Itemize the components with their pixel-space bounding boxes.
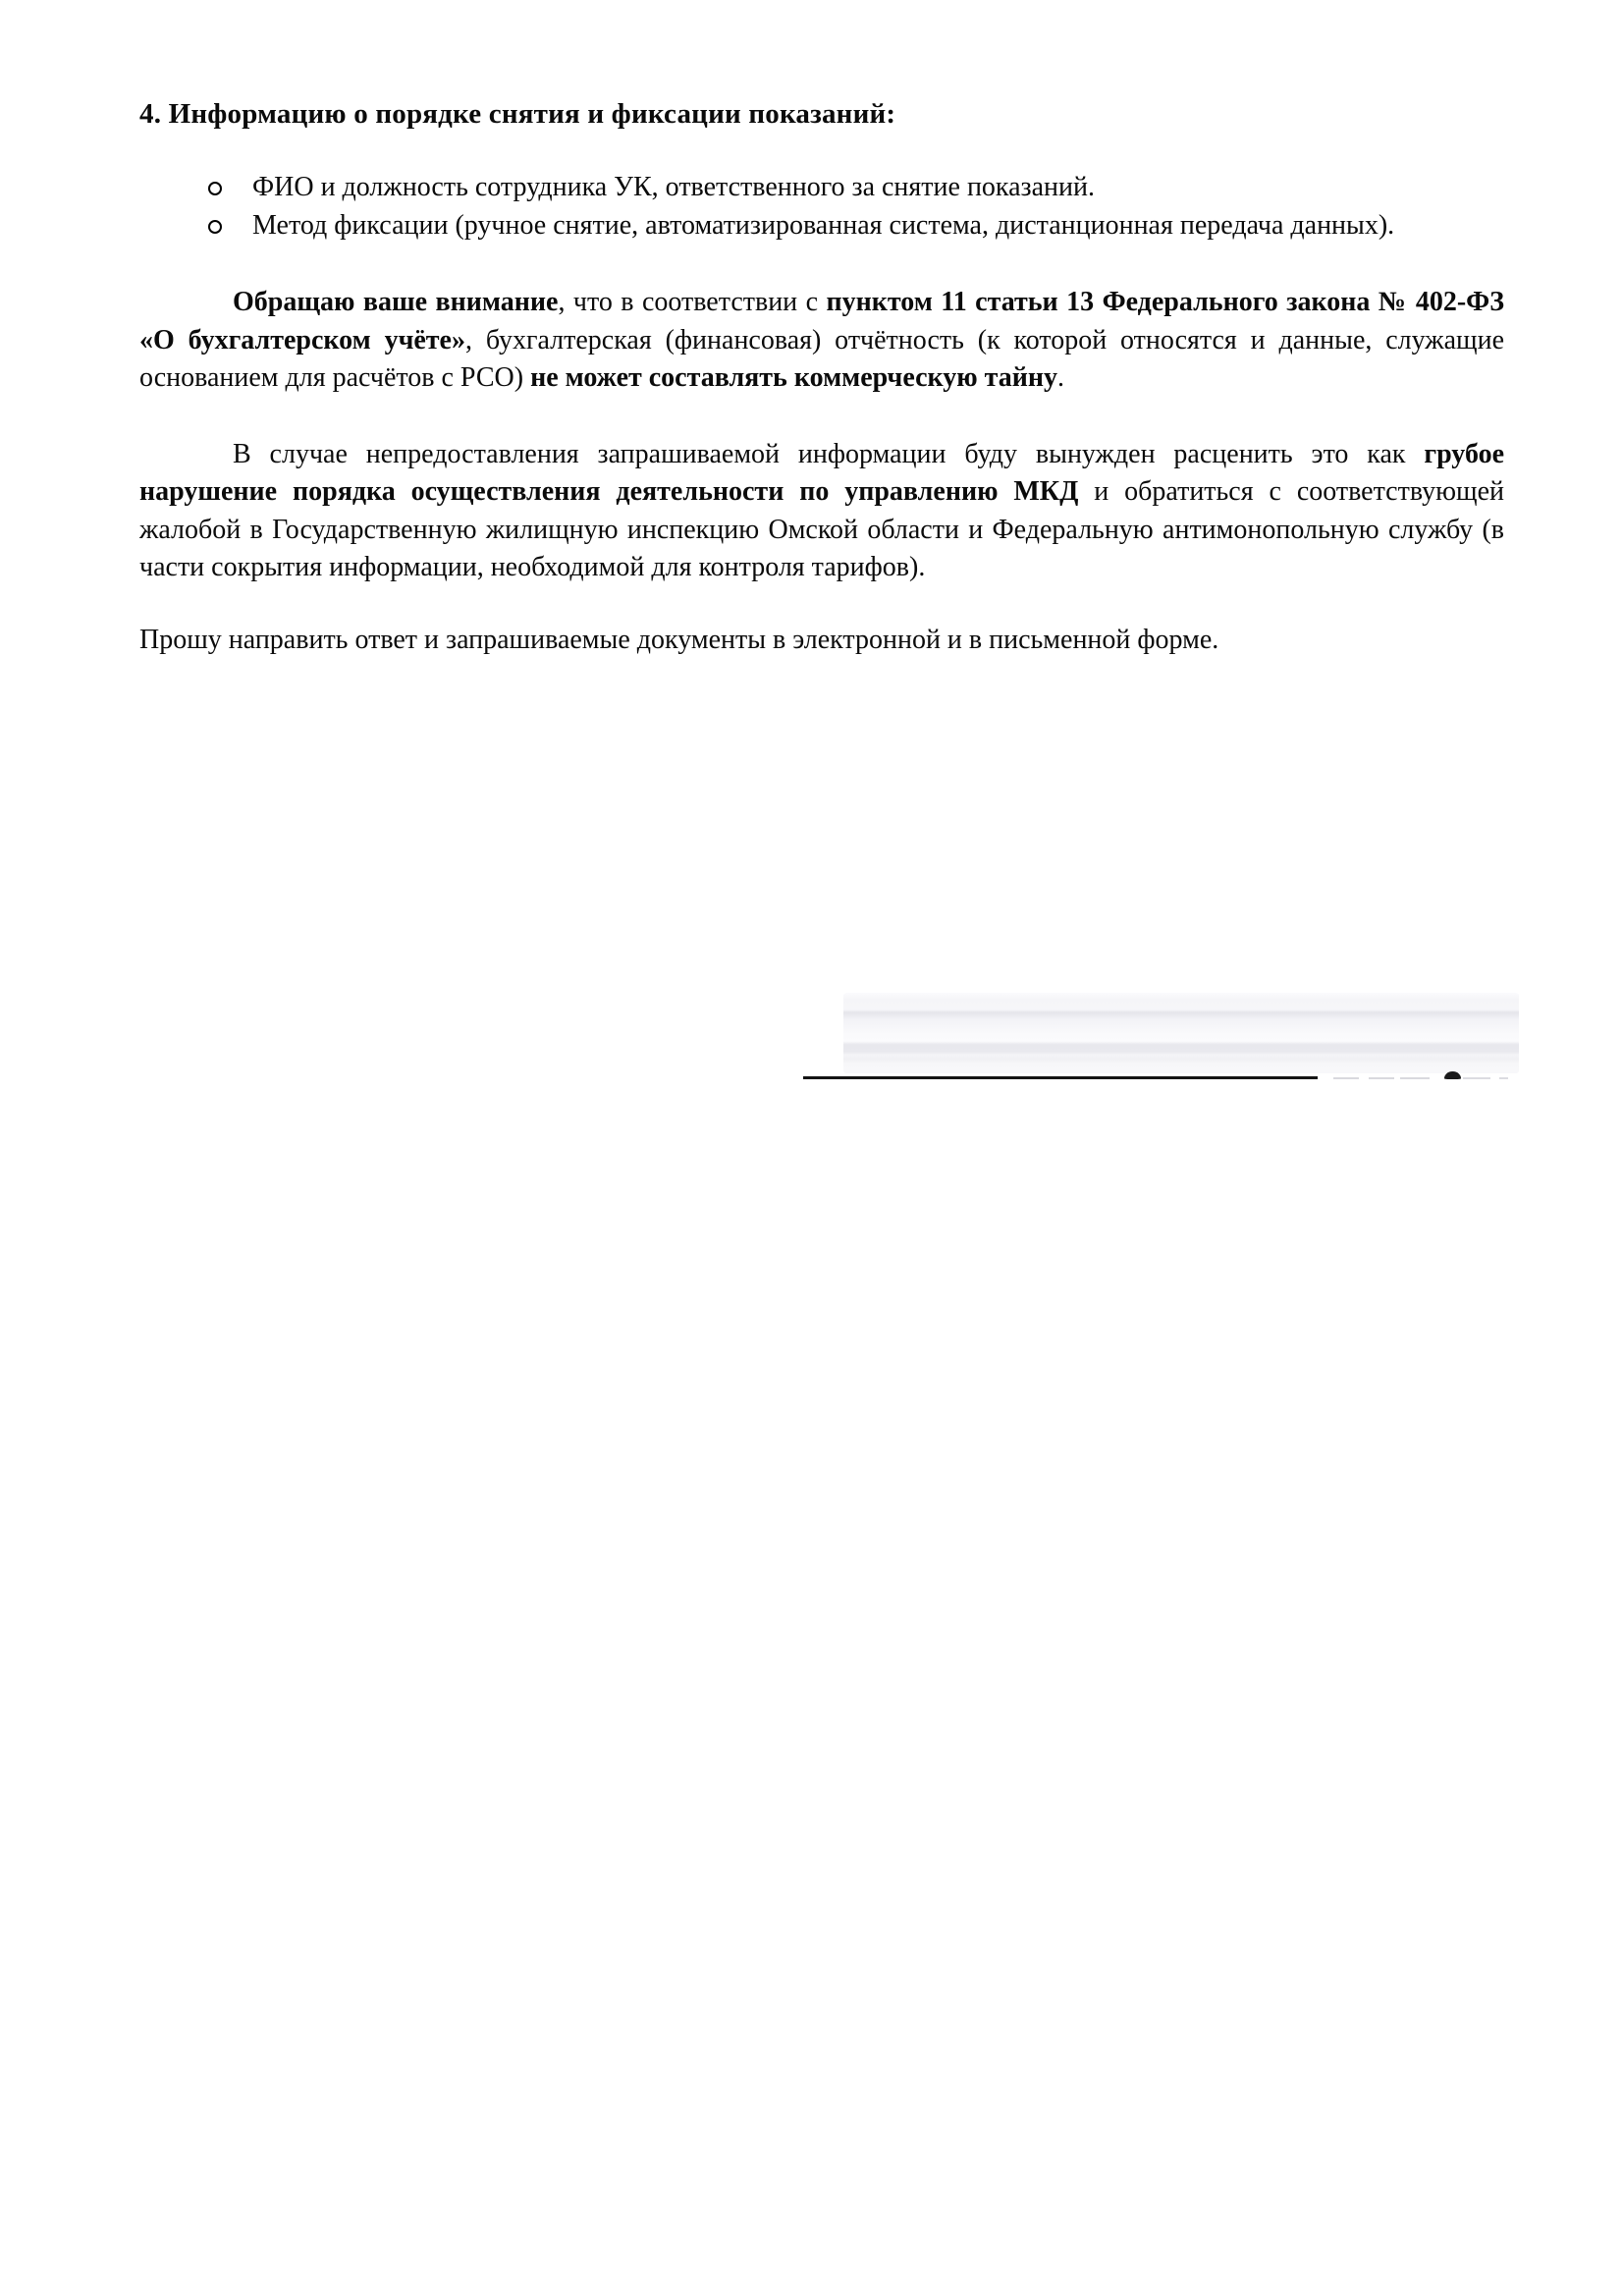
- ink-mark: [1444, 1071, 1461, 1079]
- text-segment: и обратиться с соответствующей жалобой в Государственную жилищную инспекцию Омской области и Федеральную антимонопольную службу (в части сокрытия информации, необходимой для контроля тарифов).: [139, 476, 1504, 582]
- document-content: [0, 0, 1622, 659]
- bullet-list: [139, 169, 1504, 245]
- text-segment: пунктом 11 статьи 13 Федерального закона № 402-ФЗ «О бухгалтерском учёте»: [139, 287, 1504, 355]
- text-segment: не может составлять коммерческую тайну: [530, 362, 1058, 393]
- circle-bullet-icon: [208, 220, 222, 234]
- faint-scan-dash: [1463, 1077, 1490, 1079]
- text-segment: .: [1057, 362, 1065, 393]
- faint-scan-dash: [1400, 1077, 1430, 1079]
- text-segment: , что в соответствии с: [558, 287, 827, 317]
- paragraph-response-request: Прошу направить ответ и запрашиваемые документы в электронной и в письменной форме.: [139, 624, 1219, 655]
- circle-bullet-icon: [208, 182, 222, 195]
- text-segment: грубое нарушение порядка осуществления деятельности по управлению МКД: [139, 438, 1504, 507]
- list-item: [139, 207, 1504, 246]
- faint-scan-dash: [1333, 1077, 1359, 1079]
- section-heading: 4. Информацию о порядке снятия и фиксации показаний:: [139, 98, 896, 130]
- signature-line: [803, 1076, 1318, 1079]
- paragraph-complaint-warning: [139, 436, 1504, 587]
- paragraph-accounting-law: [139, 284, 1504, 398]
- redacted-signature-area: [843, 993, 1519, 1073]
- faint-scan-dash: [1369, 1077, 1394, 1079]
- bullet-text: Метод фиксации (ручное снятие, автоматизированная система, дистанционная передача данных).: [252, 209, 1395, 241]
- bullet-text: ФИО и должность сотрудника УК, ответственного за снятие показаний.: [252, 172, 1095, 202]
- text-segment: Обращаю ваше внимание: [233, 287, 559, 317]
- text-segment: В случае непредоставления запрашиваемой информации буду вынужден расценить это как: [233, 438, 1425, 469]
- faint-scan-dash: [1499, 1077, 1508, 1079]
- list-item: [139, 169, 1504, 207]
- text-segment: , бухгалтерская (финансовая) отчётность (к которой относятся и данные, служащие основанием для расчётов с РСО): [139, 324, 1504, 393]
